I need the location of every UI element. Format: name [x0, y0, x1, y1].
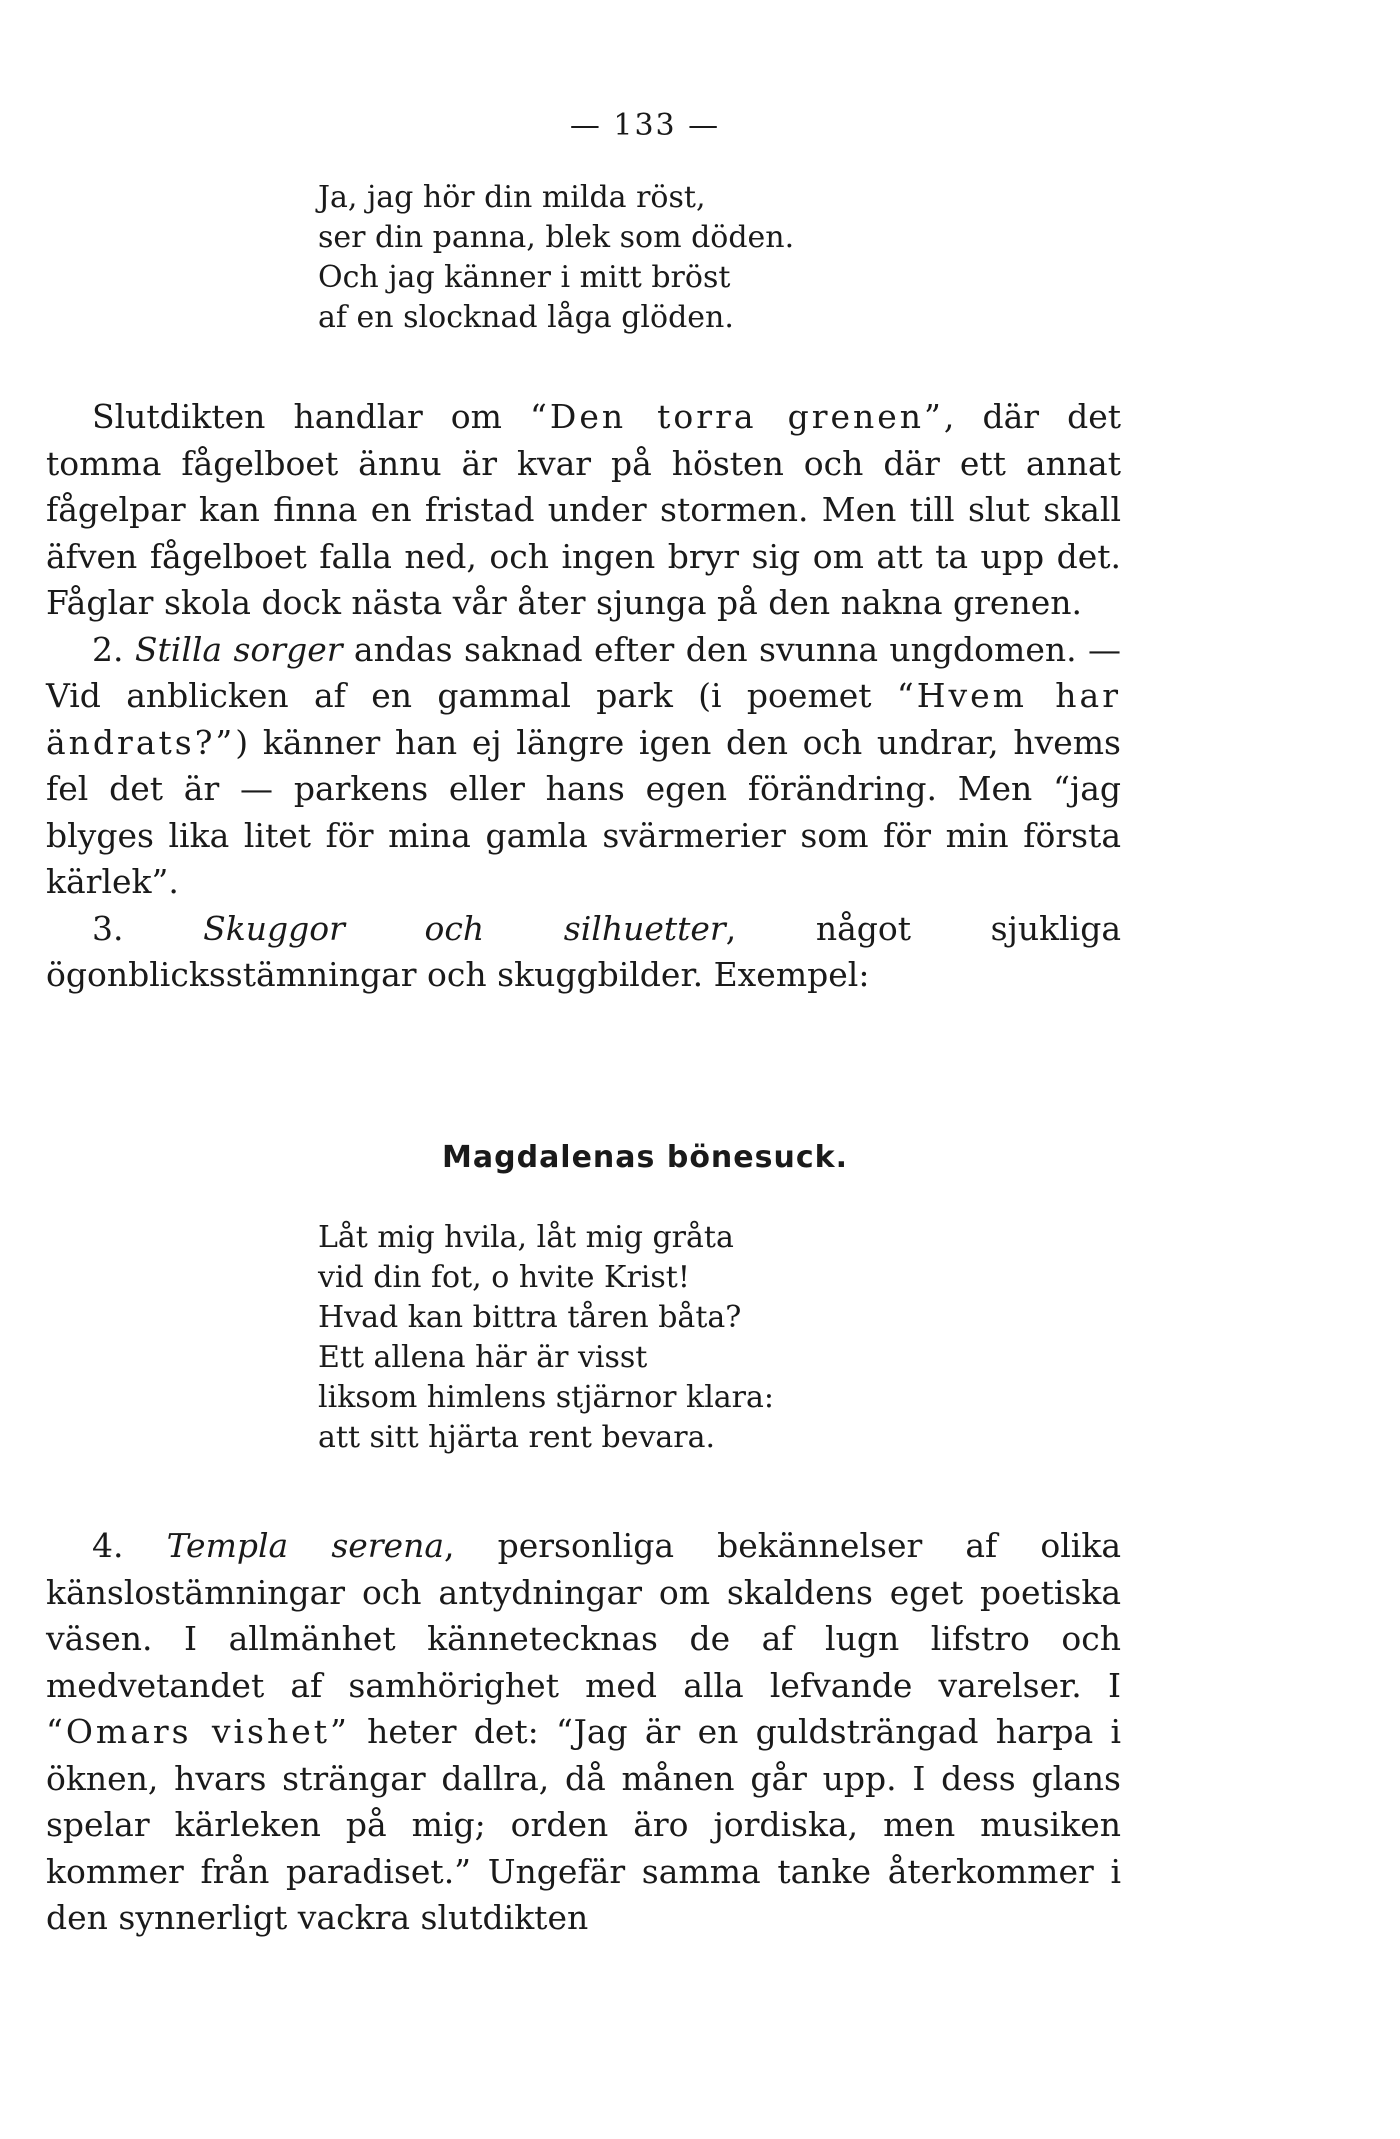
paragraph-slutdikten: [46, 394, 1121, 627]
section-title: Stilla sorger: [134, 629, 343, 669]
paragraph-skuggor: [46, 906, 1121, 999]
poem-title: Magdalenas bönesuck.: [442, 1140, 848, 1175]
paragraph-text: , där det tomma fågelboet ännu är kvar på hösten och där ett annat fågelpar kan finna en fristad under stormen. Men till slut skall äfven fågelboet falla ned, och ingen bryr sig om att ta upp det. Fåglar skola dock nästa vår åter sjunga på den nakna grenen.: [46, 397, 1121, 622]
section-title: Skuggor och silhuetter: [203, 908, 726, 948]
paragraph-text: , något sjukliga ögonblicksstämningar och skuggbilder. Exempel:: [46, 908, 1121, 994]
paragraph-stilla-sorger: [46, 627, 1121, 906]
verse-line: Och jag känner i mitt bröst: [318, 260, 731, 295]
prose-block-2: [46, 1523, 1121, 1942]
spaced-title: “Den torra grenen”: [530, 397, 944, 436]
section-title: Templa serena: [166, 1526, 445, 1565]
section-number: 4.: [92, 1526, 167, 1565]
verse-line: Låt mig hvila, låt mig gråta: [318, 1220, 734, 1255]
verse-line: Ja, jag hör din milda röst,: [318, 180, 706, 215]
verse-line: vid din fot, o hvite Krist!: [318, 1260, 690, 1295]
section-number: 2.: [92, 629, 135, 669]
paragraph-text: Slutdikten handlar om: [92, 397, 531, 436]
paragraph-text: heter det: “Jag är en guldsträngad harpa i öknen, hvars strängar dallra, då månen går upp. I dess glans spelar kärleken på mig; orden äro jordiska, men musiken kommer från paradiset.” Ungefär samma tanke återkommer i den synnerligt vackra slutdikten: [46, 1712, 1121, 1937]
verse-line: ser din panna, blek som döden.: [318, 220, 795, 255]
spaced-title: “Hvem har ändrats?”: [46, 676, 1122, 762]
verse-line: Hvad kan bittra tåren båta?: [318, 1300, 742, 1335]
paragraph-text: , personliga bekännelser af olika känslostämningar och antydningar om skaldens eget poetiska väsen. I allmänhet kännetecknas de af lugn lifstro och medvetandet af samhörighet med alla lefvande varelser. I: [46, 1526, 1121, 1705]
verse-line: Ett allena här är visst: [318, 1340, 648, 1375]
opening-verse: [318, 178, 794, 338]
paragraph-text: andas saknad efter den svunna ungdomen. — Vid anblicken af en gammal park (i poemet: [46, 629, 1121, 715]
magdalena-verse: [318, 1218, 774, 1458]
section-number: 3.: [92, 908, 204, 948]
spaced-title: “Omars vishet”: [46, 1712, 350, 1751]
verse-line: att sitt hjärta rent bevara.: [318, 1420, 716, 1455]
verse-line: liksom himlens stjärnor klara:: [318, 1380, 775, 1415]
prose-block-1: [46, 394, 1121, 999]
paragraph-text: ) känner han ej längre igen den och undrar, hvems fel det är — parkens eller hans egen förändring. Men “jag blyges lika litet för mina gamla svärmerier som för min första kärlek”.: [46, 722, 1121, 901]
paragraph-templa-serena: [46, 1523, 1121, 1942]
verse-line: af en slocknad låga glöden.: [318, 300, 734, 335]
page-number: — 133 —: [569, 108, 721, 143]
